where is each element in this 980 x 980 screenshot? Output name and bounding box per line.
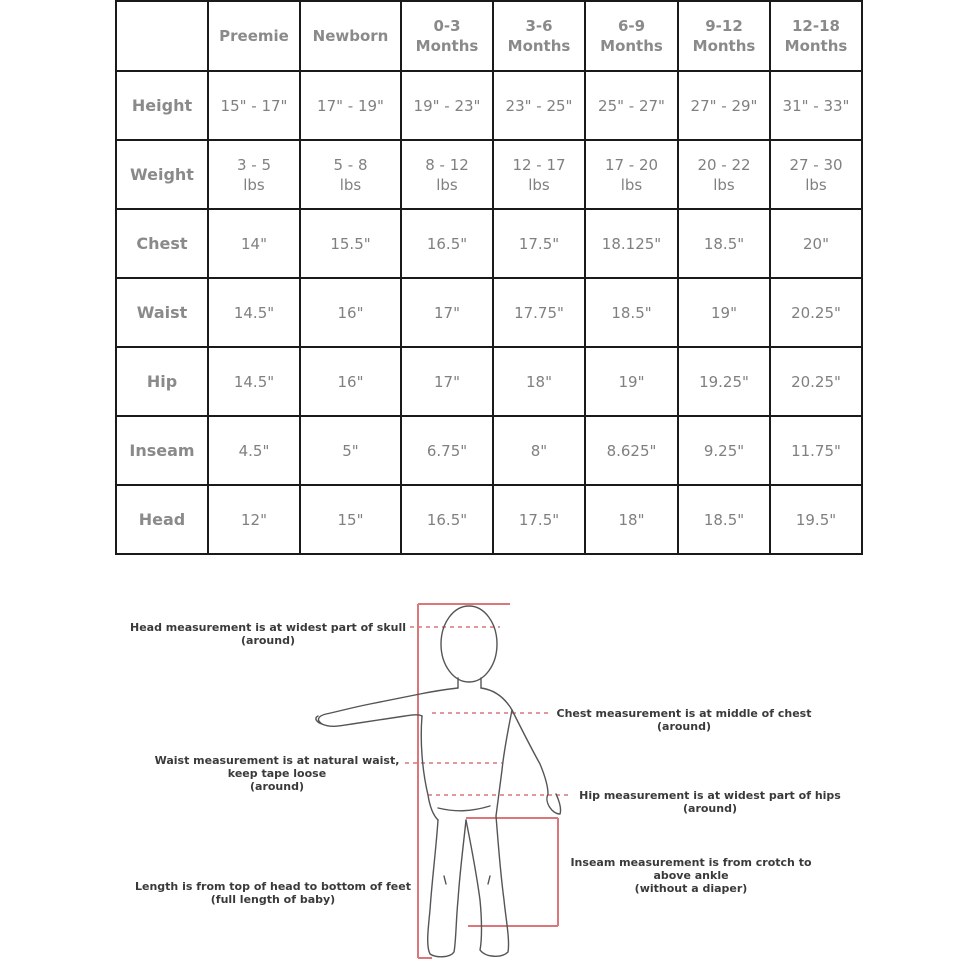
cell-text: 23" - 25" [505,96,573,115]
table-cell [585,485,678,554]
cell-text: 15" - 17" [220,96,288,115]
table-cell [208,416,300,485]
column-header-text: Months [600,37,663,55]
table-cell [678,209,770,278]
row-label: Hip [116,347,208,416]
cell-text: 17.5" [518,510,560,529]
cell-text: 12 - 17 [512,155,566,174]
cell-text: 16.5" [426,234,468,253]
table-cell [401,347,493,416]
waist-note-line3: (around) [250,780,304,793]
cell-text: 17.75" [514,303,564,322]
table-cell [401,416,493,485]
cell-text: lbs [713,175,735,194]
cell-text: 6.75" [426,441,468,460]
cell-text: 14.5" [233,303,275,322]
column-header-text: Months [692,37,756,55]
table-cell [585,347,678,416]
cell-text: 18.5" [703,510,745,529]
cell-text: 31" - 33" [782,96,850,115]
chest-note-line1: Chest measurement is at middle of chest [556,707,812,720]
column-header-text: 12-18 [792,17,840,35]
inseam-note [562,856,820,895]
cell-text: 11.75" [791,441,841,460]
table-cell [585,278,678,347]
table-corner-cell [116,1,208,71]
column-header [208,1,300,71]
table-row [116,416,862,485]
size-chart-table [115,0,863,555]
head-note [128,621,408,647]
table-cell [208,485,300,554]
table-cell [585,416,678,485]
cell-text: 16" [337,372,364,391]
column-header [678,1,770,71]
inseam-note-line2: above ankle [653,869,729,882]
head-note-line2: (around) [241,634,295,647]
cell-text: 19" [711,303,737,322]
table-cell [208,347,300,416]
column-header-text: 0-3 [433,17,461,35]
cell-text: 14.5" [233,372,275,391]
cell-text: 5" [342,441,359,460]
cell-text: lbs [243,175,265,194]
hip-note [574,789,846,815]
table-cell [300,140,401,209]
row-label: Chest [116,209,208,278]
table-cell [678,485,770,554]
row-label: Height [116,71,208,140]
cell-text: 19" - 23" [413,96,481,115]
table-cell [401,209,493,278]
table-cell [678,416,770,485]
row-label: Inseam [116,416,208,485]
table-cell [300,71,401,140]
waist-note-line2: keep tape loose [227,767,327,780]
table-cell [493,416,585,485]
table-cell [585,209,678,278]
inseam-note-line1: Inseam measurement is from crotch to [570,856,812,869]
cell-text: 18" [618,510,645,529]
cell-text: 8" [530,441,548,460]
column-header-text: 9-12 [705,17,743,35]
head-note-line1: Head measurement is at widest part of skull [129,621,407,634]
inseam-guide-line [466,818,558,926]
measurement-diagram [0,580,980,980]
cell-text: lbs [805,175,827,194]
length-note-line2: (full length of baby) [210,893,336,906]
cell-text: 3 - 5 [236,155,272,174]
cell-text: 18.5" [611,303,652,322]
cell-text: 15" [337,510,364,529]
table-cell [208,140,300,209]
table-cell [208,209,300,278]
table-cell [770,140,862,209]
waist-note-line1: Waist measurement is at natural waist, [154,754,400,767]
row-label: Weight [116,140,208,209]
column-header-text: 3-6 [525,17,553,35]
table-cell [493,209,585,278]
cell-text: 19.5" [795,510,837,529]
table-row [116,347,862,416]
hip-note-line2: (around) [683,802,737,815]
inseam-note-line3: (without a diaper) [634,882,748,895]
table-cell [770,485,862,554]
table-row [116,485,862,554]
table-cell [401,71,493,140]
cell-text: lbs [436,175,458,194]
column-header-text: Newborn [312,27,389,45]
chest-note-line2: (around) [657,720,711,733]
table-row [116,278,862,347]
table-cell [300,209,401,278]
cell-text: 20" [803,234,829,253]
chest-note [550,707,818,733]
cell-text: 15.5" [330,234,371,253]
column-header-text: 6-9 [617,17,646,35]
table-cell [493,485,585,554]
cell-text: 25" - 27" [598,96,665,115]
table-cell [678,71,770,140]
cell-text: lbs [528,175,550,194]
table-cell [770,347,862,416]
cell-text: 5 - 8 [333,155,368,174]
column-header [401,1,493,71]
table-cell [493,140,585,209]
table-cell [678,278,770,347]
table-cell [678,347,770,416]
table-cell [770,416,862,485]
cell-text: 18.125" [601,234,662,253]
table-cell [401,140,493,209]
waist-note [148,754,406,793]
cell-text: 20.25" [791,303,841,322]
hip-note-line1: Hip measurement is at widest part of hips [579,789,841,802]
column-header-text: Preemie [219,27,289,45]
table-cell [585,71,678,140]
cell-text: 17" [434,303,460,322]
column-header-text: Months [415,37,479,55]
table-cell [770,71,862,140]
cell-text: 19" [618,372,645,391]
length-guide-line [418,604,510,958]
cell-text: 20.25" [791,372,841,391]
column-header [585,1,678,71]
table-cell [770,278,862,347]
table-cell [585,140,678,209]
table-row [116,140,862,209]
cell-text: 18.5" [703,234,745,253]
cell-text: 20 - 22 [697,155,751,174]
table-cell [678,140,770,209]
cell-text: 27" - 29" [690,96,758,115]
table-cell [300,485,401,554]
column-header [300,1,401,71]
table-cell [401,278,493,347]
table-row [116,209,862,278]
cell-text: 17" [434,372,460,391]
length-note-line1: Length is from top of head to bottom of feet [135,880,411,893]
row-label: Head [116,485,208,554]
cell-text: 8 - 12 [425,155,469,174]
column-header-text: Months [507,37,571,55]
cell-text: 14" [241,234,267,253]
table-header-row [116,1,862,71]
length-note [132,880,414,906]
cell-text: 19.25" [699,372,749,391]
column-header [493,1,585,71]
table-cell [493,71,585,140]
table-cell [770,209,862,278]
cell-text: 16" [337,303,364,322]
cell-text: 9.25" [703,441,745,460]
column-header [770,1,862,71]
table-cell [208,278,300,347]
cell-text: 4.5" [238,441,270,460]
table-cell [300,347,401,416]
cell-text: 17" - 19" [317,96,384,115]
cell-text: 16.5" [426,510,468,529]
table-cell [493,278,585,347]
row-label: Waist [116,278,208,347]
cell-text: 12" [241,510,267,529]
cell-text: 17 - 20 [604,155,659,174]
cell-text: 27 - 30 [789,155,843,174]
cell-text: 18" [526,372,552,391]
table-cell [300,416,401,485]
cell-text: lbs [620,175,643,194]
cell-text: lbs [339,175,362,194]
table-row [116,71,862,140]
table-cell [300,278,401,347]
table-cell [208,71,300,140]
cell-text: 17.5" [518,234,560,253]
table-cell [493,347,585,416]
column-header-text: Months [784,37,848,55]
cell-text: 8.625" [606,441,657,460]
table-cell [401,485,493,554]
